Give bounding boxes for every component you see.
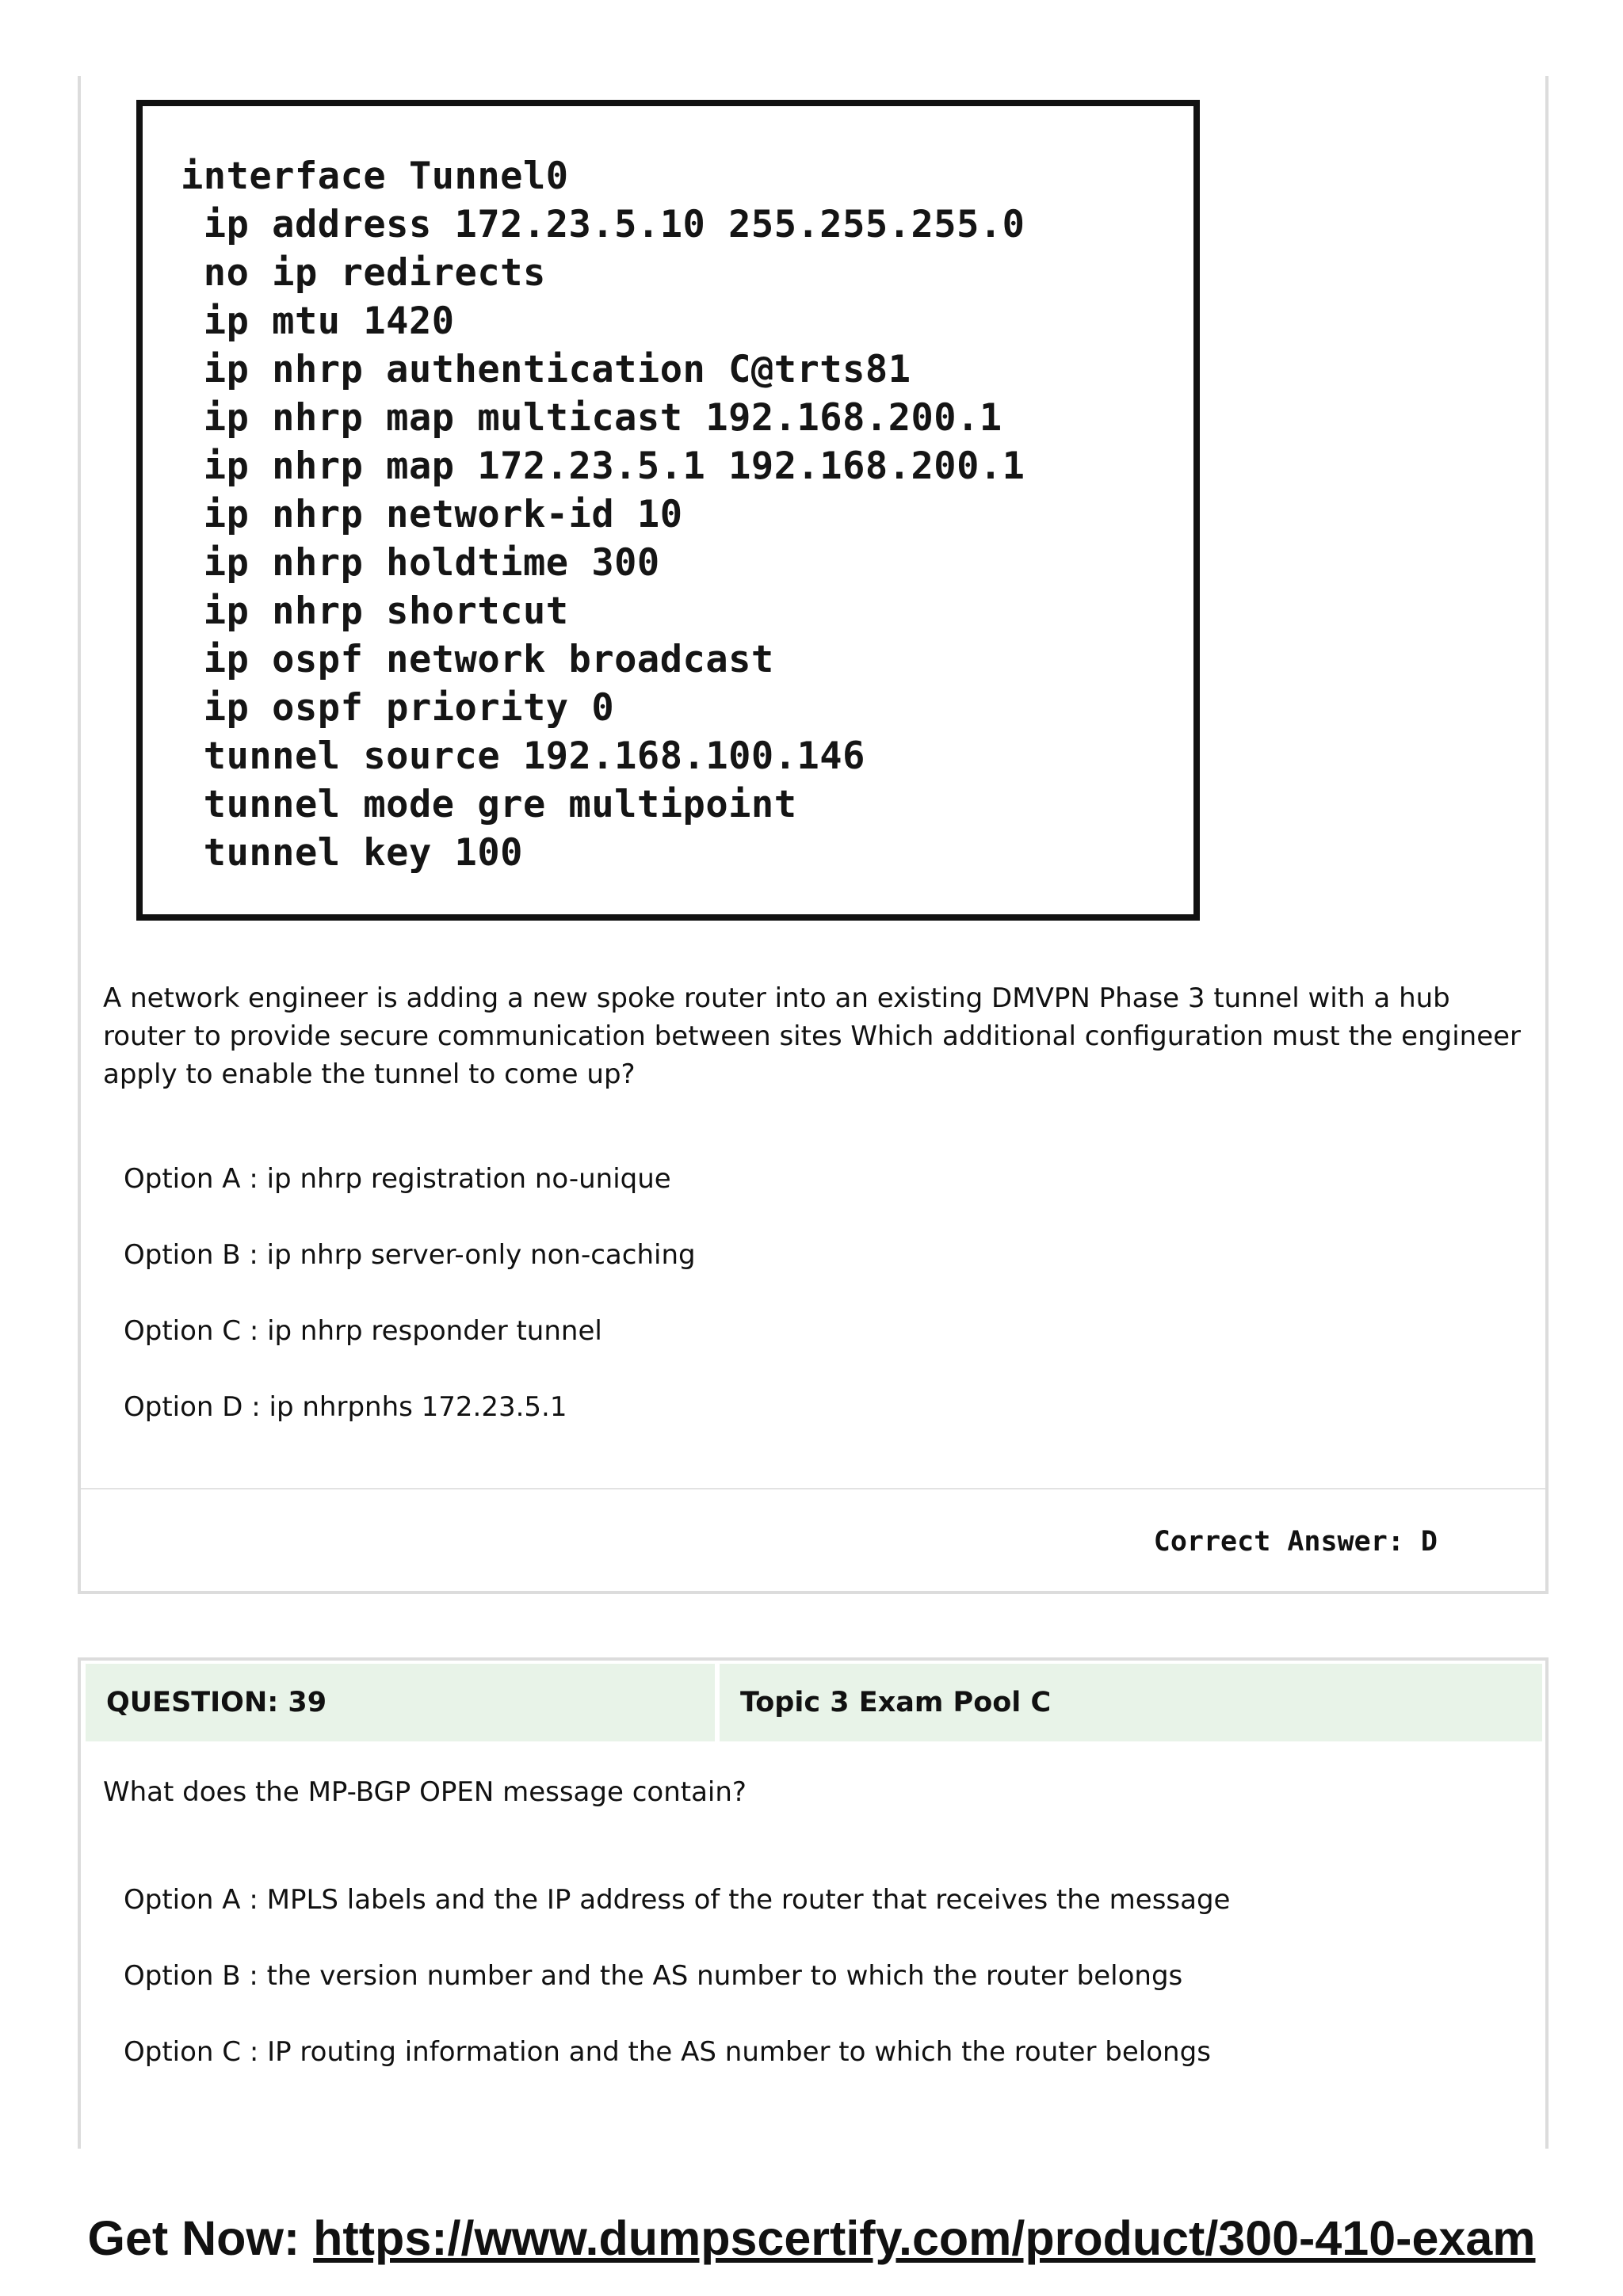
config-line: ip nhrp holdtime 300 (181, 541, 660, 585)
config-line: ip ospf network broadcast (181, 638, 774, 681)
config-line: tunnel key 100 (181, 831, 523, 875)
option-b: Option B : ip nhrp server-only non-caching (124, 1239, 696, 1271)
option-d: Option D : ip nhrpnhs 172.23.5.1 (124, 1391, 567, 1423)
config-line: ip nhrp shortcut (181, 589, 569, 633)
option-a: Option A : MPLS labels and the IP address of the router that receives the message (124, 1884, 1231, 1916)
config-line: tunnel mode gre multipoint (181, 783, 797, 826)
option-c: Option C : IP routing information and the AS number to which the router belongs (124, 2036, 1211, 2068)
question-card-38 (78, 76, 1549, 1594)
question-text: What does the MP-BGP OPEN message contain? (103, 1776, 747, 1808)
config-line: ip nhrp map multicast 192.168.200.1 (181, 396, 1002, 440)
config-line: ip mtu 1420 (181, 299, 455, 343)
footer-prefix: Get Now: (87, 2211, 314, 2265)
config-line: no ip redirects (181, 251, 546, 295)
question-card-39 (78, 1657, 1549, 2149)
config-line: tunnel source 192.168.100.146 (181, 734, 865, 778)
config-line: ip nhrp authentication C@trts81 (181, 348, 911, 391)
question-topic: Topic 3 Exam Pool C (720, 1664, 1542, 1741)
config-line: interface Tunnel0 (181, 154, 569, 198)
question-number: QUESTION: 39 (86, 1664, 715, 1741)
option-a: Option A : ip nhrp registration no-unique (124, 1163, 671, 1195)
config-image (136, 100, 1200, 921)
config-line: ip nhrp network-id 10 (181, 493, 683, 536)
option-c: Option C : ip nhrp responder tunnel (124, 1315, 602, 1347)
option-b: Option B : the version number and the AS number to which the router belongs (124, 1960, 1183, 1992)
answer-divider (81, 1488, 1545, 1489)
config-line: ip ospf priority 0 (181, 686, 615, 730)
config-line: ip nhrp map 172.23.5.1 192.168.200.1 (181, 444, 1025, 488)
question-text: A network engineer is adding a new spoke router into an existing DMVPN Phase 3 tunnel with a hub router to provide secure communication between sites Which additional configuration must the engineer apply to enable the tunnel to come up? (103, 982, 1522, 1090)
correct-answer: Correct Answer: D (1153, 1526, 1438, 1558)
config-line: ip address 172.23.5.10 255.255.255.0 (181, 203, 1025, 246)
footer-banner (0, 2210, 1623, 2266)
footer-link[interactable]: https://www.dumpscertify.com/product/300-410-exam (313, 2211, 1536, 2265)
